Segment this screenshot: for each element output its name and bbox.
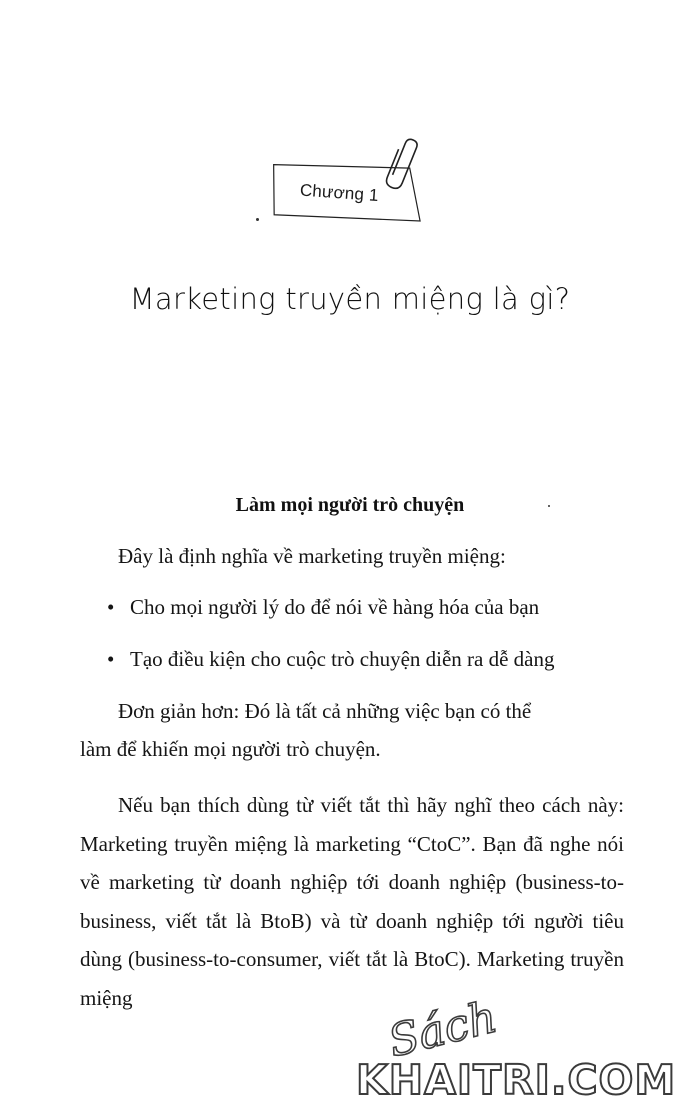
chapter-title: Marketing truyền miệng là gì? (129, 282, 571, 316)
chapter-tag (268, 156, 432, 225)
stray-mark (256, 218, 259, 221)
watermark-script: Sách (383, 991, 502, 1068)
intro-paragraph: Đây là định nghĩa về marketing truyền miệng: (118, 544, 506, 568)
simpler-line-1: Đơn giản hơn: Đó là tất cả những việc bạn có thể (118, 699, 532, 723)
ctoc-paragraph: Nếu bạn thích dùng từ viết tắt thì hãy nghĩ theo cách này: Marketing truyền miệng là marketing “CtoC”. Bạn đã nghe nói về marketing từ doanh nghiệp tới doanh nghiệp (business-to-business, viết tắt là BtoB) và từ doanh nghiệp tới người tiêu dùng (business-to-consumer, viết tắt là BtoC). Marketing truyền miệng (80, 793, 624, 1010)
list-item (105, 646, 635, 698)
bullet-icon: • (107, 647, 115, 671)
bullet-list (105, 594, 635, 698)
list-item-text: Cho mọi người lý do để nói về hàng hóa của bạn (130, 595, 540, 619)
watermark-logo (356, 991, 678, 1114)
list-item-text: Tạo điều kiện cho cuộc trò chuyện diễn ra dễ dàng (130, 647, 555, 671)
watermark-main: KHAITRI.COM (356, 1056, 677, 1104)
simpler-line-2: làm để khiến mọi người trò chuyện. (80, 737, 381, 761)
section-heading: Làm mọi người trò chuyện (235, 494, 465, 516)
chapter-label: Chương 1 (299, 180, 380, 205)
bullet-icon: • (107, 595, 115, 619)
list-item (105, 594, 635, 646)
simpler-paragraph (80, 692, 638, 768)
